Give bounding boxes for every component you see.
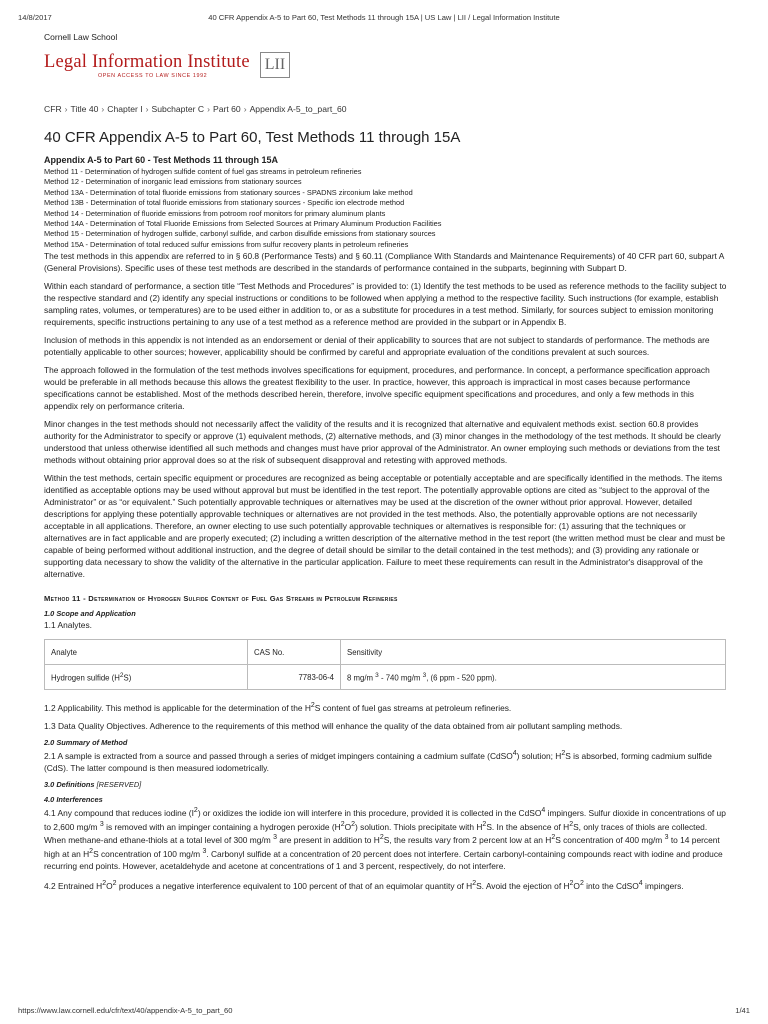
section-heading: 3.0 Definitions [RESERVED] [44,779,142,789]
intro-paragraph: Inclusion of methods in this appendix is not intended as an endorsement or denial of their applicability to sources that are not subject to standards of performance. The methods are potentially applicable to other sources; however, applicability should be confirmed by careful and appropriate evaluation of the conditions prevalent at such sources. [44,335,710,358]
intro-paragraph: Within each standard of performance, a section title “Test Methods and Procedures” is provided to: (1) Identify the test methods to be used as reference methods to the facility subject to the respective standard and (2) identify any special instructions or conditions to be followed when applying a method to the respective facility. Such instructions (for example, establish sampling rates, volumes, or temperatures) are to be used either in addition to, or as a substitute for procedures in a test method. Similarly, for sources subject to emission monitoring requirements, specific instructions pertaining to any use of a test method as a reference method are provided in the subpart or in Appendix B. [44,281,727,328]
table-header: CAS No. [248,640,341,665]
print-url: https://www.law.cornell.edu/cfr/text/40/appendix-A-5_to_part_60 [18,1006,233,1015]
table-cell-analyte: Hydrogen sulfide $(H^2S)$ [45,665,248,690]
section-text: 4.2 Entrained $H^2O^2$ produces a negative interference equivalent to 100 percent of that of an equimolar quantity of $H^2S$. Avoid the ejection of $H^2O^2$ into the CdSO$^4$ impingers. [44,880,684,891]
logo-mark: LII [260,52,290,78]
method-list-item[interactable]: Method 11 - Determination of hydrogen sulfide content of fuel gas streams in petroleum refineries [44,167,362,176]
table-header: Analyte [45,640,248,665]
table-cell-sensitivity: 8 mg/m $^3$ - 740 mg/m $^3$, (6 ppm - 520 ppm). [341,665,726,690]
print-title: 40 CFR Appendix A-5 to Part 60, Test Methods 11 through 15A | US Law | LII / Legal Information Institute [208,13,560,22]
section-heading: 4.0 Interferences [44,794,103,804]
table-row [45,665,726,690]
logo-tagline: OPEN ACCESS TO LAW SINCE 1992 [98,72,208,79]
breadcrumb-subchapter[interactable]: Subchapter C [151,104,205,114]
appendix-title: Appendix A-5 to Part 60 - Test Methods 11 through 15A [44,155,279,165]
print-date: 14/8/2017 [18,13,52,22]
breadcrumb-part[interactable]: Part 60 [212,104,241,114]
main-content [44,32,728,898]
table-header: Sensitivity [341,640,726,665]
breadcrumb-current: Appendix A-5_to_part_60 [249,104,347,114]
table-cell-cas: 7783-06-4 [248,665,341,690]
intro-paragraph: Minor changes in the test methods should not necessarily affect the validity of the results and it is recognized that alternative and equivalent methods exist. section 60.8 provides authority for the Administrator to specify or approve (1) equivalent methods, (2) alternative methods, and (3) minor changes in the methodology of the test methods. It should be clearly understood that unless otherwise identified all such methods and changes must have prior approval of the Administrator. An owner employing such methods or deviations from the test methods without obtaining prior approval does so at the risk of subsequent disapproval and retesting with approved methods. [44,419,721,466]
analyte-table [44,639,726,690]
logo-school[interactable]: Cornell Law School [44,32,118,42]
section-text: 2.1 A sample is extracted from a source and passed through a series of midget impingers containing a cadmium sulfate (CdSO$^4$) solution; $H^2S$ is absorbed, forming cadmium sulfide (CdS). The latter compound is then measured iodometrically. [44,750,712,773]
logo-name: Legal Information Institute [44,51,250,72]
page-title: 40 CFR Appendix A-5 to Part 60, Test Methods 11 through 15A [44,129,461,146]
intro-paragraph: The approach followed in the formulation of the test methods involves specifications for equipment, procedures, and performance. In concept, a performance specification approach would be preferable in all methods because this allows the greatest flexibility to the user. In practice, however, this approach is impractical in most cases because performance specifications cannot be established. Most of the methods described herein, therefore, involve specific equipment specifications and procedures, and only a few methods in this appendix rely on performance criteria. [44,365,710,412]
method-list-item[interactable]: Method 13B - Determination of total fluoride emissions from stationary sources - Specific ion electrode method [44,198,405,208]
method-list-item[interactable]: Method 14 - Determination of fluoride emissions from potroom roof monitors for primary aluminum plants [44,208,386,218]
table-header-row [45,640,726,665]
section-text: 1.2 Applicability. This method is applicable for the determination of the $H^2S$ content of fuel gas streams at petroleum refineries. [44,702,512,714]
lii-logo[interactable] [44,46,728,84]
page-number: 1/41 [735,1006,750,1015]
breadcrumb: CFR › Title 40 › Chapter I › Subchapter C › Part 60 › Appendix A-5_to_part_60 [44,104,347,114]
method-list-item[interactable]: Method 14A - Determination of Total Fluoride Emissions from Selected Sources at Primary Aluminum Production Facilities [44,219,442,229]
method-list-item[interactable]: Method 12 - Determination of inorganic lead emissions from stationary sources [44,177,302,187]
method-list [44,167,728,250]
section-text: 1.3 Data Quality Objectives. Adherence to the requirements of this method will enhance the quality of the data obtained from air pollutant sampling methods. [44,721,623,732]
intro-paragraph: The test methods in this appendix are referred to in § 60.8 (Performance Tests) and § 60.11 (Compliance With Standards and Maintenance Requirements) of 40 CFR part 60, subpart A (General Provisions). Specific uses of these test methods are described in the standards of performance contained in the subparts, beginning with Subpart D. [44,251,724,274]
method-11-heading: Method 11 - Determination of Hydrogen Sulfide Content of Fuel Gas Streams in Petroleum Refineries [44,594,398,604]
breadcrumb-title[interactable]: Title 40 [70,104,99,114]
method-list-item[interactable]: Method 13A - Determination of total fluoride emissions from stationary sources - SPADNS zirconium lake method [44,187,413,197]
section-heading: 2.0 Summary of Method [44,738,128,748]
section-text: 4.1 Any compound that reduces iodine $(I^2)$ or oxidizes the iodide ion will interfere in this procedure, provided it is collected in the CdSO$^4$ impingers. Sulfur dioxide in concentrations of up to 2,600 mg/m $^3$ is removed with an impinger containing a hydrogen peroxide $(H^2O^2)$ solution. Thiols precipitate with $H^2S$. In the absence of $H^2S$, only traces of thiols are collected. When methane-and ethane-thiols at a total level of 300 mg/m $^3$ are present in addition to $H^2S$, the results vary from 2 percent low at an $H^2S$ concentration of 400 mg/m $^3$ to 14 percent high at an $H^2S$ concentration of 100 mg/m $^3$. Carbonyl sulfide at a concentration of 20 percent does not interfere. Certain carbonyl-containing compounds react with iodine and produce recurring end points. However, acetaldehyde and acetone at concentrations of 1 and 3 percent, respectively, do not interfere. [44,806,726,872]
section-heading: 1.0 Scope and Application [44,609,136,619]
breadcrumb-chapter[interactable]: Chapter I [107,104,143,114]
method-list-item[interactable]: Method 15A - Determination of total reduced sulfur emissions from sulfur recovery plants in petroleum refineries [44,239,409,249]
breadcrumb-cfr[interactable]: CFR [44,104,62,114]
section-text: 1.1 Analytes. [44,620,92,631]
method-list-item[interactable]: Method 15 - Determination of hydrogen sulfide, carbonyl sulfide, and carbon disulfide emissions from stationary sources [44,229,436,239]
intro-paragraph: Within the test methods, certain specific equipment or procedures are recognized as being acceptable or potentially acceptable and are specifically identified in the methods. The items identified as acceptable options may be used without approval but must be identified in the test report. The potentially approvable options are cited as “subject to the approval of the Administrator” or as “or equivalent.” Such potentially approvable techniques or alternatives may be used at the discretion of the owner without prior approval. However, detailed descriptions for applying these potentially approvable techniques or alternatives are not provided in the test methods. Also, the potentially approvable options are not necessarily acceptable in all applications. Therefore, an owner electing to use such potentially approvable techniques or alternatives is responsible for: (1) assuring that the techniques or alternatives are in fact applicable and are properly executed; (2) including a written description of the alternative method in the test report (the written method must be clear and must be capable of being performed without additional instruction, and the degree of detail should be similar to the detail contained in the test methods); and (3) providing any rationale or supporting data necessary to show the validity of the alternative in the particular application. Failure to meet these requirements can result in the Administrator's disapproval of the alternative. [44,473,726,580]
